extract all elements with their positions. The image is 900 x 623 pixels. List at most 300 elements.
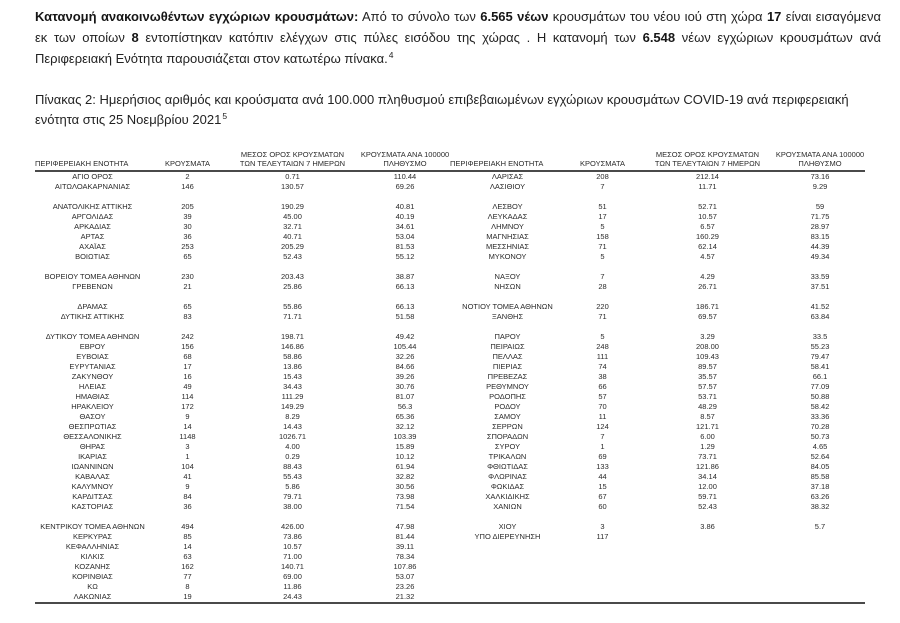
per100k-cell: 71.75 <box>810 212 830 221</box>
avg7-cell: 26.71 <box>698 282 717 291</box>
cases-cell: 15 <box>598 482 607 491</box>
region-name-cell: ΗΛΕΙΑΣ <box>78 382 107 391</box>
avg7-cell: 140.71 <box>281 562 304 571</box>
cases-cell <box>565 262 640 272</box>
table-row <box>450 452 865 462</box>
per100k-cell: 44.39 <box>810 242 830 251</box>
per100k-cell <box>360 322 450 332</box>
per100k-cell: 81.53 <box>395 242 415 251</box>
avg7-cell: 10.57 <box>283 542 302 551</box>
avg7-cell: 1.29 <box>700 442 715 451</box>
per100k-cell: 4.65 <box>812 442 828 451</box>
per100k-cell: 33.5 <box>812 332 828 341</box>
table-row <box>450 292 865 302</box>
cases-cell: 124 <box>596 422 609 431</box>
cases-cell: 172 <box>181 402 194 411</box>
region-name-cell: ΣΠΟΡΑΔΩΝ <box>486 432 529 441</box>
total-new-cases-bold: 6.565 νέων <box>480 9 549 24</box>
cases-cell: 220 <box>596 302 609 311</box>
table-row <box>35 462 450 472</box>
avg7-cell: 32.71 <box>283 222 302 231</box>
per100k-cell: 63.26 <box>810 492 830 501</box>
column-header-per100k-line1: ΚΡΟΥΣΜΑΤΑ ΑΝΑ 100000 <box>775 150 865 159</box>
region-name-cell <box>450 192 565 202</box>
table-row <box>450 212 865 222</box>
per100k-cell: 9.29 <box>812 182 828 191</box>
avg7-cell <box>225 192 360 202</box>
region-name-cell: ΑΡΚΑΔΙΑΣ <box>74 222 111 231</box>
cases-cell: 5 <box>600 252 605 261</box>
cases-cell: 39 <box>183 212 192 221</box>
intro-text: νέων εγχώριων κρουσμάτων ανά Περιφερειακή Ενότητα παρουσιάζεται στον κατωτέρω πίνακα. <box>35 30 881 66</box>
per100k-cell: 105.44 <box>393 342 417 351</box>
table-row <box>35 172 450 182</box>
table-row <box>35 502 450 512</box>
cases-cell: 38 <box>598 372 607 381</box>
cases-cell: 494 <box>181 522 194 531</box>
table-row <box>35 282 450 292</box>
region-name-cell <box>35 192 150 202</box>
avg7-cell: 25.86 <box>283 282 302 291</box>
per100k-cell: 49.34 <box>810 252 830 261</box>
region-name-cell: ΞΑΝΘΗΣ <box>491 312 524 321</box>
cases-cell: 21 <box>183 282 192 291</box>
table-row <box>35 572 450 582</box>
per100k-cell: 69.26 <box>395 182 415 191</box>
cases-cell: 85 <box>183 532 192 541</box>
region-name-cell: ΡΟΔΟΥ <box>494 402 521 411</box>
per100k-cell: 5.7 <box>814 522 826 531</box>
column-header-per100k-line1: ΚΡΟΥΣΜΑΤΑ ΑΝΑ 100000 <box>360 150 450 159</box>
table-row <box>35 452 450 462</box>
table-row <box>450 252 865 262</box>
avg7-cell: 198.71 <box>281 332 304 341</box>
table-row <box>35 482 450 492</box>
cases-cell: 248 <box>596 342 609 351</box>
table-row <box>35 382 450 392</box>
per100k-cell: 53.04 <box>395 232 415 241</box>
per100k-cell: 56.3 <box>397 402 413 411</box>
cases-cell: 7 <box>600 182 605 191</box>
avg7-cell: 69.57 <box>698 312 717 321</box>
region-name-cell: ΠΙΕΡΙΑΣ <box>492 362 523 371</box>
avg7-cell: 8.29 <box>285 412 300 421</box>
per100k-cell: 32.12 <box>395 422 415 431</box>
cases-cell: 230 <box>181 272 194 281</box>
avg7-cell: 212.14 <box>696 172 719 181</box>
avg7-cell: 149.29 <box>281 402 304 411</box>
table-row <box>35 552 450 562</box>
per100k-cell: 40.81 <box>395 202 415 211</box>
avg7-cell: 59.71 <box>698 492 717 501</box>
cases-cell: 14 <box>183 422 192 431</box>
intro-text: εντοπίστηκαν κατόπιν ελέγχων στις πύλες εισόδου της χώρας . Η κατανομή των <box>138 30 643 45</box>
per100k-cell: 71.54 <box>395 502 415 511</box>
intro-text: είναι εισαγόμενα εκ των οποίων <box>35 9 881 45</box>
intro-text: κρουσμάτων του νέου ιού στη χώρα <box>548 9 767 24</box>
table-row <box>450 282 865 292</box>
region-name-cell: ΑΙΤΩΛΟΑΚΑΡΝΑΝΙΑΣ <box>54 182 131 191</box>
region-name-cell: ΕΒΡΟΥ <box>79 342 106 351</box>
region-name-cell: ΣΥΡΟΥ <box>494 442 521 451</box>
region-name-cell: ΘΑΣΟΥ <box>79 412 106 421</box>
cases-cell: 71 <box>598 312 607 321</box>
table-left-half <box>35 172 450 602</box>
region-name-cell: ΚΙΛΚΙΣ <box>80 552 105 561</box>
region-name-cell: ΚΕΦΑΛΛΗΝΙΑΣ <box>65 542 120 551</box>
avg7-cell: 45.00 <box>283 212 302 221</box>
per100k-cell: 38.87 <box>395 272 415 281</box>
cases-cell: 17 <box>183 362 192 371</box>
per100k-cell: 15.89 <box>395 442 415 451</box>
column-header-avg7-line2: ΤΩΝ ΤΕΛΕΥΤΑΙΩΝ 7 ΗΜΕΡΩΝ <box>654 159 761 168</box>
per100k-cell <box>360 262 450 272</box>
avg7-cell: 1026.71 <box>278 432 307 441</box>
per100k-cell: 39.26 <box>395 372 415 381</box>
region-name-cell: ΚΟΡΙΝΘΙΑΣ <box>72 572 113 581</box>
avg7-cell: 12.00 <box>698 482 717 491</box>
region-name-cell: ΛΗΜΝΟΥ <box>491 222 524 231</box>
table-row <box>35 362 450 372</box>
per100k-cell: 32.26 <box>395 352 415 361</box>
avg7-cell: 52.71 <box>698 202 717 211</box>
cases-cell <box>565 322 640 332</box>
per100k-cell: 58.41 <box>810 362 830 371</box>
region-name-cell: ΡΟΔΟΠΗΣ <box>489 392 526 401</box>
avg7-cell: 71.00 <box>283 552 302 561</box>
table-row <box>35 312 450 322</box>
region-name-cell <box>35 292 150 302</box>
per100k-cell: 103.39 <box>393 432 417 441</box>
per100k-cell: 33.59 <box>810 272 830 281</box>
per100k-cell: 47.98 <box>395 522 415 531</box>
avg7-cell: 62.14 <box>698 242 717 251</box>
table-row <box>450 332 865 342</box>
table-row <box>450 242 865 252</box>
table-row <box>35 472 450 482</box>
per100k-cell: 73.98 <box>395 492 415 501</box>
region-name-cell: ΠΑΡΟΥ <box>494 332 521 341</box>
avg7-cell: 130.57 <box>281 182 304 191</box>
per100k-cell: 59 <box>815 202 825 211</box>
table-row <box>450 512 865 522</box>
cases-cell: 117 <box>596 532 609 541</box>
region-name-cell: ΘΗΡΑΣ <box>79 442 106 451</box>
cases-cell: 77 <box>183 572 192 581</box>
cases-cell: 70 <box>598 402 607 411</box>
cases-cell: 8 <box>185 582 190 591</box>
per100k-cell <box>775 512 865 522</box>
table-row <box>450 442 865 452</box>
cases-cell: 1 <box>185 452 190 461</box>
per100k-cell <box>775 532 865 542</box>
cases-cell: 65 <box>183 252 192 261</box>
region-name-cell: ΧΙΟΥ <box>498 522 517 531</box>
per100k-cell: 83.15 <box>810 232 830 241</box>
avg7-cell: 34.43 <box>283 382 302 391</box>
region-name-cell: ΛΕΥΚΑΔΑΣ <box>487 212 528 221</box>
cases-cell <box>150 322 225 332</box>
table-body <box>35 172 865 602</box>
table-row <box>450 432 865 442</box>
imported-cases-bold: 17 <box>766 9 782 24</box>
region-name-cell: ΛΑΡΙΣΑΣ <box>491 172 524 181</box>
region-name-cell <box>35 322 150 332</box>
cases-cell <box>150 512 225 522</box>
per100k-cell: 30.56 <box>395 482 415 491</box>
table-row <box>35 232 450 242</box>
avg7-cell: 40.71 <box>283 232 302 241</box>
column-header-per100k-line2: ΠΛΗΘΥΣΜΟ <box>798 159 842 168</box>
avg7-cell: 111.29 <box>281 392 304 401</box>
per100k-cell: 50.88 <box>810 392 830 401</box>
cases-cell: 68 <box>183 352 192 361</box>
per100k-cell: 66.13 <box>395 282 415 291</box>
per100k-cell: 52.64 <box>810 452 830 461</box>
avg7-cell: 146.86 <box>281 342 304 351</box>
table-row <box>450 422 865 432</box>
per100k-cell <box>775 262 865 272</box>
table-row <box>35 292 450 302</box>
table-row <box>35 242 450 252</box>
region-name-cell: ΚΑΒΑΛΑΣ <box>75 472 110 481</box>
cases-cell: 208 <box>596 172 609 181</box>
cases-cell: 3 <box>185 442 190 451</box>
intro-text: Από το σύνολο των <box>358 9 481 24</box>
table-row <box>35 582 450 592</box>
per100k-cell: 34.61 <box>395 222 415 231</box>
cases-cell: 111 <box>596 352 609 361</box>
cases-cell: 11 <box>598 412 607 421</box>
region-name-cell: ΠΕΙΡΑΙΩΣ <box>490 342 525 351</box>
avg7-cell: 0.29 <box>285 452 300 461</box>
per100k-cell: 33.36 <box>810 412 830 421</box>
avg7-cell: 73.86 <box>283 532 302 541</box>
per100k-cell: 55.23 <box>810 342 830 351</box>
table-row <box>35 192 450 202</box>
region-name-cell: ΕΥΡΥΤΑΝΙΑΣ <box>69 362 116 371</box>
region-name-cell: ΓΡΕΒΕΝΩΝ <box>72 282 113 291</box>
avg7-cell: 52.43 <box>283 252 302 261</box>
per100k-cell: 66.13 <box>395 302 415 311</box>
per100k-cell: 81.07 <box>395 392 415 401</box>
region-name-cell: ΚΕΝΤΡΙΚΟΥ ΤΟΜΕΑ ΑΘΗΝΩΝ <box>40 522 145 531</box>
table-row <box>450 182 865 192</box>
region-name-cell: ΕΥΒΟΙΑΣ <box>76 352 109 361</box>
column-header-region-right: ΠΕΡΙΦΕΡΕΙΑΚΗ ΕΝΟΤΗΤΑ <box>450 159 544 168</box>
cases-cell <box>565 192 640 202</box>
table-row <box>450 322 865 332</box>
region-name-cell <box>450 322 565 332</box>
region-name-cell: ΔΥΤΙΚΗΣ ΑΤΤΙΚΗΣ <box>60 312 125 321</box>
avg7-cell: 73.71 <box>698 452 717 461</box>
region-name-cell: ΑΡΤΑΣ <box>80 232 105 241</box>
cases-cell: 14 <box>183 542 192 551</box>
region-name-cell: ΗΜΑΘΙΑΣ <box>75 392 110 401</box>
table-row <box>35 182 450 192</box>
avg7-cell: 13.86 <box>283 362 302 371</box>
avg7-cell: 426.00 <box>281 522 304 531</box>
cases-cell: 9 <box>185 482 190 491</box>
avg7-cell: 24.43 <box>283 592 302 601</box>
table-row <box>35 262 450 272</box>
avg7-cell: 186.71 <box>696 302 719 311</box>
region-name-cell: ΧΑΛΚΙΔΙΚΗΣ <box>485 492 530 501</box>
per100k-cell: 53.07 <box>395 572 415 581</box>
cases-cell: 3 <box>600 522 605 531</box>
table-row <box>450 492 865 502</box>
caption-text: Πίνακας 2: Ημερήσιος αριθμός και κρούσματα ανά 100.000 πληθυσμού επιβεβαιωμένων εγχώριων κρουσμάτων COVID-19 ανά περιφερειακή ενότητα στις 25 Νοεμβρίου 2021 <box>35 92 849 127</box>
per100k-cell: 50.73 <box>810 432 830 441</box>
table-header-row <box>35 150 865 172</box>
avg7-cell: 5.86 <box>285 482 300 491</box>
avg7-cell: 55.86 <box>283 302 302 311</box>
cases-cell: 41 <box>183 472 192 481</box>
cases-cell <box>150 192 225 202</box>
cases-cell: 67 <box>598 492 607 501</box>
avg7-cell: 57.57 <box>698 382 717 391</box>
cases-cell <box>150 292 225 302</box>
per100k-cell <box>775 192 865 202</box>
table-row <box>450 482 865 492</box>
avg7-cell: 35.57 <box>698 372 717 381</box>
per100k-cell: 85.58 <box>810 472 830 481</box>
per100k-cell: 73.16 <box>810 172 830 181</box>
region-name-cell: ΗΡΑΚΛΕΙΟΥ <box>71 402 114 411</box>
avg7-cell <box>640 512 775 522</box>
intro-paragraph <box>35 6 881 69</box>
table-row <box>450 402 865 412</box>
per100k-cell: 107.86 <box>393 562 417 571</box>
avg7-cell <box>225 322 360 332</box>
avg7-cell: 71.71 <box>283 312 302 321</box>
table-row <box>450 222 865 232</box>
avg7-cell <box>640 192 775 202</box>
per100k-cell: 38.32 <box>810 502 830 511</box>
region-name-cell: ΔΥΤΙΚΟΥ ΤΟΜΕΑ ΑΘΗΝΩΝ <box>45 332 140 341</box>
table-row <box>450 192 865 202</box>
per100k-cell: 65.36 <box>395 412 415 421</box>
cases-cell: 162 <box>181 562 194 571</box>
cases-cell: 69 <box>598 452 607 461</box>
table-row <box>450 232 865 242</box>
per100k-cell: 110.44 <box>393 172 417 181</box>
per100k-cell: 66.1 <box>812 372 828 381</box>
region-name-cell: ΙΩΑΝΝΙΝΩΝ <box>71 462 114 471</box>
cases-cell: 133 <box>596 462 609 471</box>
avg7-cell: 15.43 <box>283 372 302 381</box>
covid-cases-table <box>35 150 865 604</box>
per100k-cell <box>360 292 450 302</box>
footnote-ref-5: 5 <box>222 110 228 121</box>
cases-cell: 1148 <box>179 432 196 441</box>
table-row <box>450 312 865 322</box>
per100k-cell: 58.42 <box>810 402 830 411</box>
cases-cell: 242 <box>181 332 194 341</box>
table-row <box>450 172 865 182</box>
table-row <box>450 362 865 372</box>
per100k-cell: 81.44 <box>395 532 415 541</box>
table-row <box>35 592 450 602</box>
region-name-cell: ΝΟΤΙΟΥ ΤΟΜΕΑ ΑΘΗΝΩΝ <box>462 302 553 311</box>
per100k-cell: 70.28 <box>810 422 830 431</box>
cases-cell <box>565 512 640 522</box>
region-name-cell: ΛΑΚΩΝΙΑΣ <box>73 592 112 601</box>
table-row <box>35 492 450 502</box>
cases-cell: 16 <box>183 372 192 381</box>
table-row <box>35 402 450 412</box>
column-header-per100k-line2: ΠΛΗΘΥΣΜΟ <box>383 159 427 168</box>
per100k-cell: 77.09 <box>810 382 830 391</box>
avg7-cell: 121.86 <box>696 462 719 471</box>
avg7-cell: 11.71 <box>698 182 717 191</box>
table-row <box>35 222 450 232</box>
cases-cell: 104 <box>181 462 194 471</box>
region-name-cell: ΜΑΓΝΗΣΙΑΣ <box>486 232 529 241</box>
avg7-cell: 3.86 <box>700 522 715 531</box>
avg7-cell: 48.29 <box>698 402 717 411</box>
table-row <box>35 212 450 222</box>
avg7-cell: 190.29 <box>281 202 304 211</box>
table-row <box>35 302 450 312</box>
table-row <box>450 302 865 312</box>
cases-cell: 36 <box>183 502 192 511</box>
region-name-cell: ΚΟΖΑΝΗΣ <box>74 562 111 571</box>
region-name-cell <box>35 512 150 522</box>
table-row <box>35 392 450 402</box>
region-name-cell: ΦΛΩΡΙΝΑΣ <box>488 472 527 481</box>
table-row <box>35 202 450 212</box>
region-name-cell: ΝΗΣΩΝ <box>494 282 521 291</box>
table-row <box>450 522 865 532</box>
region-name-cell: ΚΑΡΔΙΤΣΑΣ <box>72 492 113 501</box>
per100k-cell: 61.94 <box>395 462 415 471</box>
avg7-cell: 58.86 <box>283 352 302 361</box>
cases-cell: 146 <box>181 182 194 191</box>
per100k-cell <box>360 512 450 522</box>
cases-cell: 158 <box>596 232 609 241</box>
table-row <box>35 562 450 572</box>
cases-cell: 5 <box>600 332 605 341</box>
table-row <box>450 382 865 392</box>
avg7-cell: 109.43 <box>696 352 719 361</box>
cases-cell: 1 <box>600 442 605 451</box>
region-name-cell: ΛΑΣΙΘΙΟΥ <box>489 182 526 191</box>
avg7-cell: 14.43 <box>283 422 302 431</box>
region-name-cell: ΒΟΡΕΙΟΥ ΤΟΜΕΑ ΑΘΗΝΩΝ <box>44 272 141 281</box>
region-name-cell <box>450 262 565 272</box>
table-row <box>35 272 450 282</box>
per100k-cell: 49.42 <box>395 332 415 341</box>
cases-cell: 5 <box>600 222 605 231</box>
cases-cell: 156 <box>181 342 194 351</box>
avg7-cell: 4.00 <box>285 442 300 451</box>
table-row <box>450 352 865 362</box>
table-caption <box>35 90 881 130</box>
cases-cell: 65 <box>183 302 192 311</box>
table-row <box>35 412 450 422</box>
avg7-cell: 10.57 <box>698 212 717 221</box>
cases-cell: 7 <box>600 272 605 281</box>
table-row <box>450 462 865 472</box>
cases-cell: 253 <box>181 242 194 251</box>
region-name-cell: ΑΝΑΤΟΛΙΚΗΣ ΑΤΤΙΚΗΣ <box>52 202 133 211</box>
region-name-cell: ΚΕΡΚΥΡΑΣ <box>72 532 113 541</box>
column-header-avg7-right <box>640 150 775 168</box>
cases-cell: 74 <box>598 362 607 371</box>
table-row <box>35 422 450 432</box>
table-row <box>35 522 450 532</box>
